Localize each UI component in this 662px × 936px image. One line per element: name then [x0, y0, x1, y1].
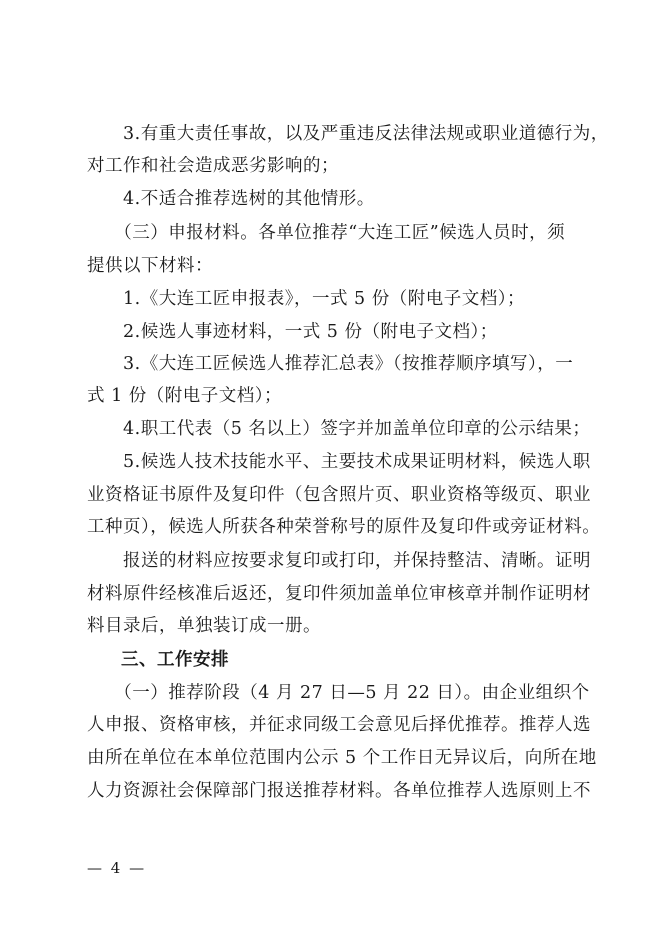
- paragraph-line: 4.职工代表（5 名以上）签字并加盖单位印章的公示结果；: [87, 419, 591, 439]
- section-heading: 三、工作安排: [121, 650, 229, 670]
- page-number: — 4 —: [87, 859, 147, 877]
- paragraph-line: （三）申报材料。各单位推荐“大连工匠”候选人员时，须: [87, 223, 566, 243]
- paragraph-line: 4.不适合推荐选树的其他情形。: [87, 189, 375, 209]
- paragraph-line: 提供以下材料：: [87, 256, 213, 276]
- paragraph-line: 由所在单位在本单位范围内公示 5 个工作日无异议后，向所在地: [87, 748, 597, 768]
- paragraph-line: 2.候选人事迹材料，一式 5 份（附电子文档）；: [87, 322, 498, 342]
- paragraph-line: 业资格证书原件及复印件（包含照片页、职业资格等级页、职业: [87, 485, 591, 505]
- paragraph-line: 报送的材料应按要求复印或打印，并保持整洁、清晰。证明: [87, 551, 591, 571]
- paragraph-line: 1.《大连工匠申报表》，一式 5 份（附电子文档）；: [87, 289, 525, 309]
- paragraph-line: 材料原件经核准后返还，复印件须加盖单位审核章并制作证明材: [87, 584, 591, 604]
- paragraph-line: 工种页），候选人所获各种荣誉称号的原件及复印件或旁证材料。: [87, 517, 601, 537]
- paragraph-line: （一）推荐阶段（4 月 27 日—5 月 22 日）。由企业组织个: [87, 683, 590, 703]
- paragraph-line: 式 1 份（附电子文档）；: [87, 386, 283, 406]
- paragraph-line: 3.《大连工匠候选人推荐汇总表》（按推荐顺序填写），一: [87, 354, 574, 374]
- paragraph-line: 人力资源社会保障部门报送推荐材料。各单位推荐人选原则上不: [87, 781, 591, 801]
- paragraph-line: 料目录后，单独装订成一册。: [87, 616, 321, 636]
- paragraph-line: 3.有重大责任事故，以及严重违反法律法规或职业道德行为，: [87, 124, 609, 144]
- paragraph-line: 对工作和社会造成恶劣影响的；: [87, 156, 339, 176]
- paragraph-line: 人申报、资格审核，并征求同级工会意见后择优推荐。推荐人选: [87, 715, 591, 735]
- paragraph-line: 5.候选人技术技能水平、主要技术成果证明材料，候选人职: [87, 452, 591, 472]
